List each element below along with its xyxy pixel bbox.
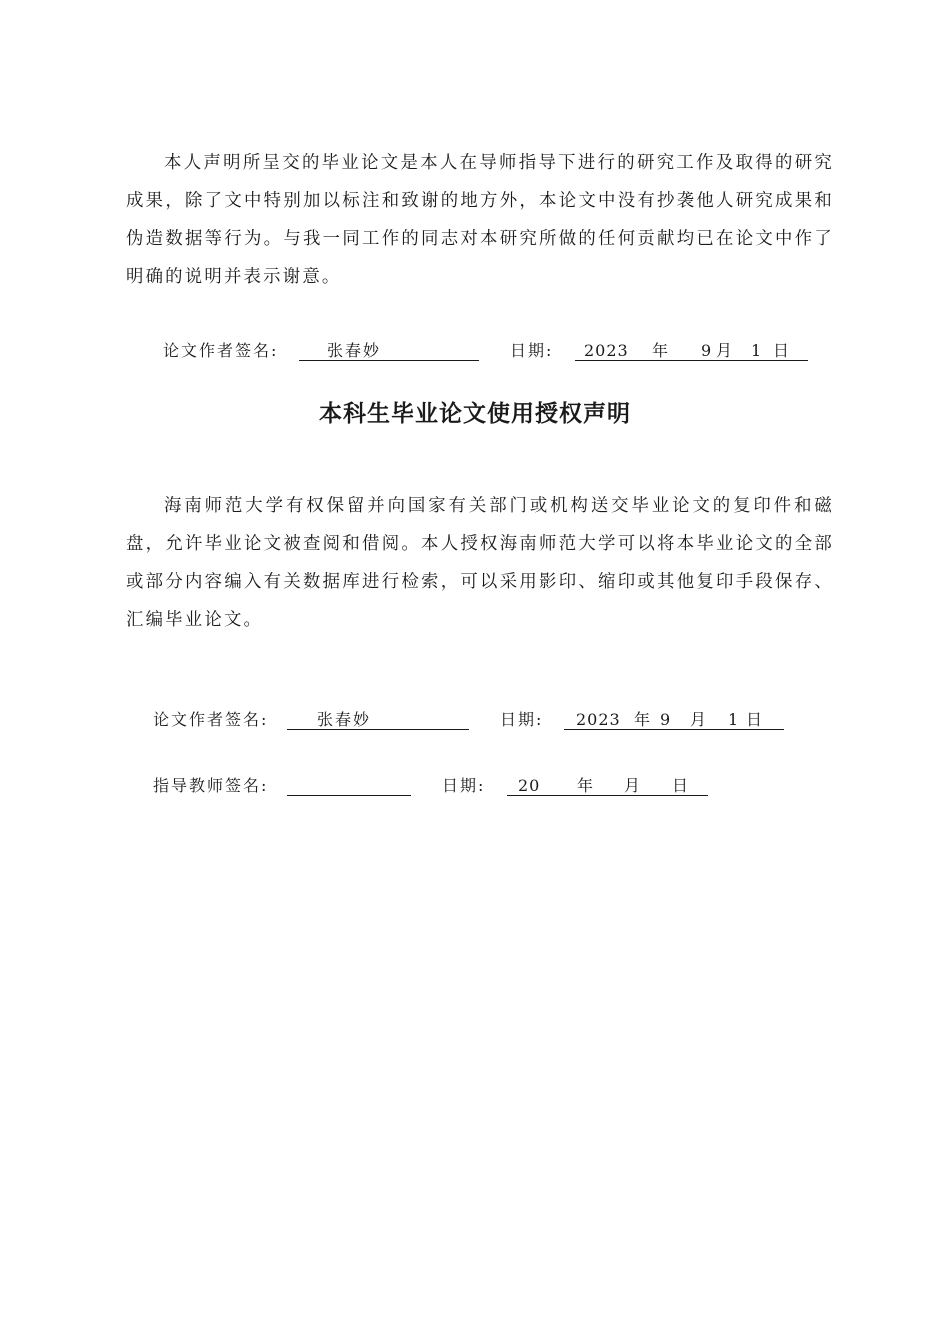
advisor-signature-line	[0, 775, 950, 799]
date-year: 2023	[576, 710, 621, 729]
date-month-unit: 月	[624, 776, 643, 795]
date-month: 9	[660, 710, 672, 729]
declaration-paragraph: 本人声明所呈交的毕业论文是本人在导师指导下进行的研究工作及取得的研究成果，除了文中特别加以标注和致谢的地方外，本论文中没有抄袭他人研究成果和伪造数据等行为。与我一同工作的同志对本研究所做的任何贡献均已在论文中作了明确的说明并表示谢意。	[126, 153, 834, 287]
originality-declaration	[126, 144, 834, 296]
authorization-author-signature-line	[0, 709, 950, 733]
date-month-unit: 月	[690, 710, 709, 729]
date-year-unit: 年	[577, 776, 596, 795]
date-day-unit: 日	[672, 776, 691, 795]
date-year-unit: 年	[634, 710, 653, 729]
authorization-title: 本科生毕业论文使用授权声明	[319, 401, 631, 427]
date-month: 9	[701, 341, 713, 360]
advisor-signature-label: 指导教师签名:	[153, 776, 269, 795]
date-day: 1	[751, 341, 763, 360]
author-signature-label: 论文作者签名:	[163, 341, 279, 360]
authorization-paragraph: 海南师范大学有权保留并向国家有关部门或机构送交毕业论文的复印件和磁盘，允许毕业论文被查阅和借阅。本人授权海南师范大学可以将本毕业论文的全部或部分内容编入有关数据库进行检索，可以采用影印、缩印或其他复印手段保存、汇编毕业论文。	[126, 496, 834, 630]
author-name: 张春妙	[327, 341, 382, 360]
declaration-signature-line	[0, 340, 950, 364]
author-signature-label: 论文作者签名:	[153, 710, 269, 729]
date-label: 日期:	[442, 776, 486, 795]
authorization-statement	[126, 487, 834, 639]
author-signature-field	[287, 709, 469, 730]
author-name: 张春妙	[317, 710, 372, 729]
date-label: 日期:	[500, 710, 544, 729]
date-day: 1	[728, 710, 740, 729]
date-day-unit: 日	[773, 341, 792, 360]
date-year: 2023	[584, 341, 629, 360]
date-year-unit: 年	[652, 341, 671, 360]
advisor-signature-field	[287, 775, 411, 796]
author-signature-field	[299, 340, 479, 361]
date-year: 20	[518, 776, 541, 795]
date-label: 日期:	[510, 341, 554, 360]
date-month-unit: 月	[716, 341, 735, 360]
date-day-unit: 日	[746, 710, 765, 729]
